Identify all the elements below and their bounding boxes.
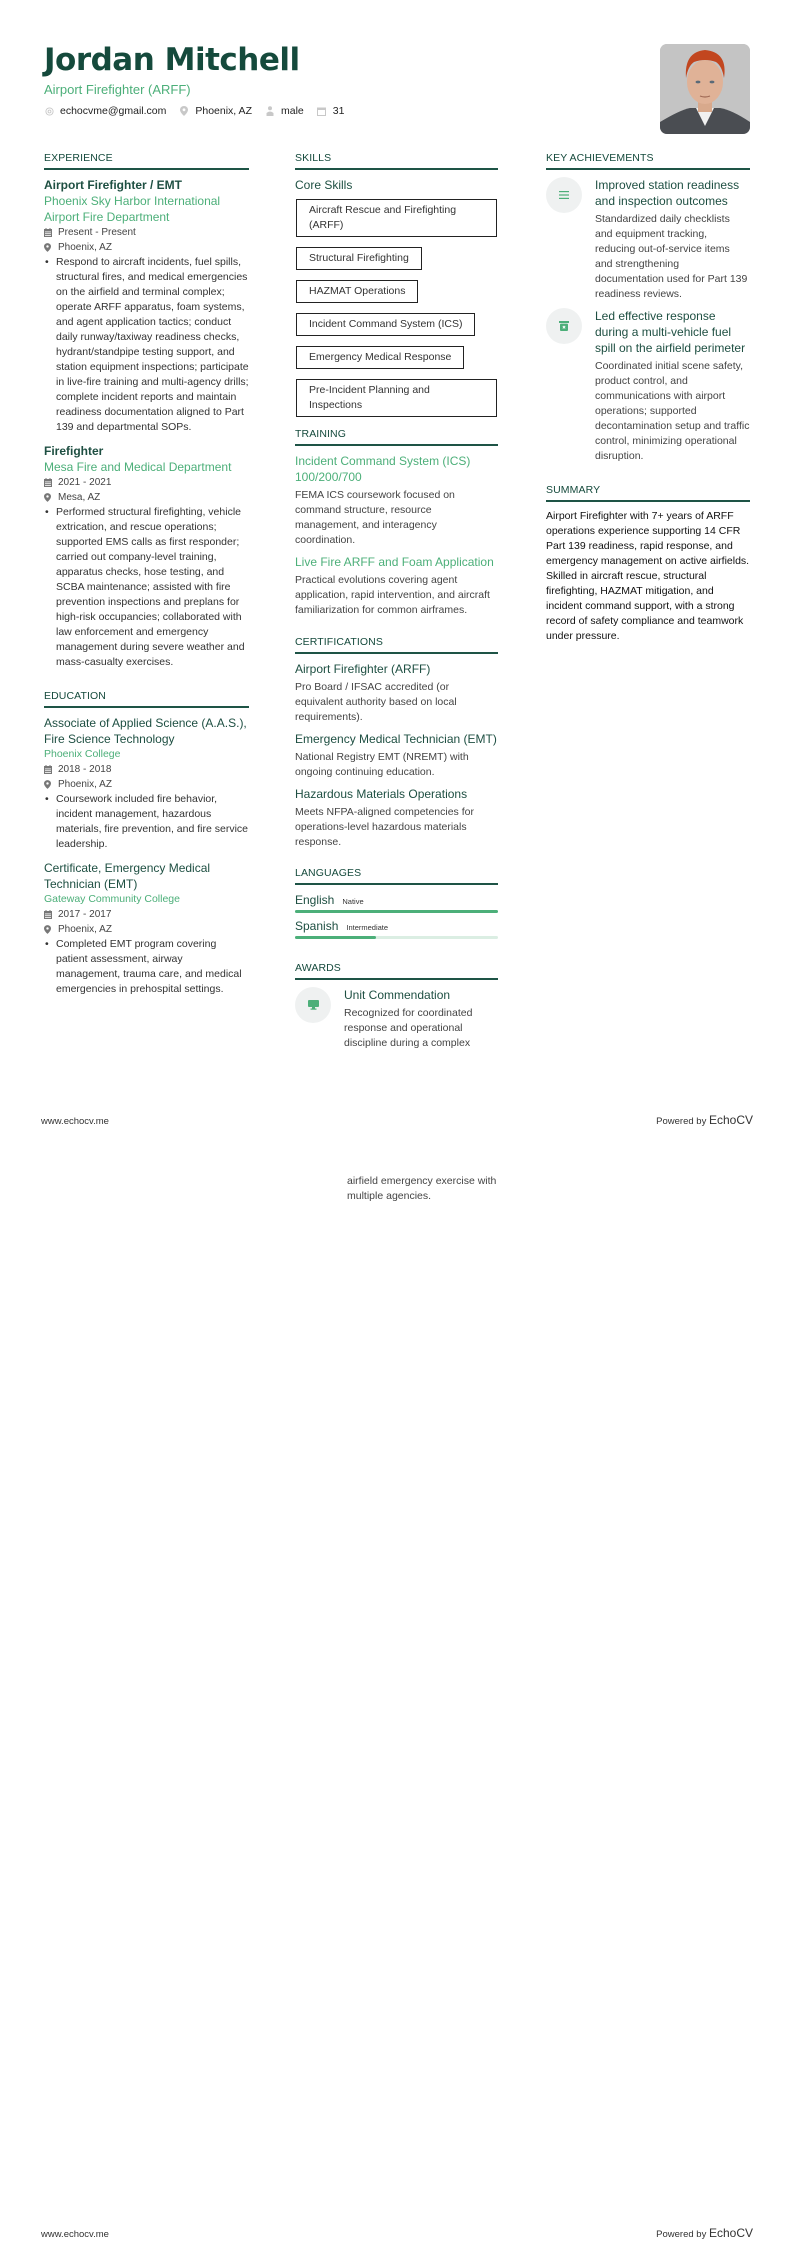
footer-powered-by — [656, 1113, 753, 1127]
bullet-dot: • — [45, 938, 49, 950]
monitor-icon — [295, 987, 331, 1023]
certification-item — [295, 661, 498, 725]
achievement-title: Led effective response during a multi-vehicle fuel spill on the airfield perimeter — [595, 309, 746, 355]
skill-tag: Pre-Incident Planning and Inspections — [296, 379, 497, 417]
footer-website-link[interactable]: www.echocv.me — [41, 1116, 109, 1127]
job-bullet — [44, 255, 249, 435]
language-proficiency-fill — [295, 910, 498, 913]
education-degree: Certificate, Emergency Medical Technician (EMT) — [44, 861, 211, 891]
job-dates — [44, 225, 249, 240]
calendar-icon — [44, 478, 53, 488]
section-title-education: EDUCATION — [44, 690, 249, 708]
certification-item — [295, 731, 498, 780]
section-title-skills: SKILLS — [295, 152, 498, 170]
bin-icon — [546, 308, 582, 344]
education-bullet-text: Coursework included fire behavior, incident management, hazardous materials, fire prevention, and fire service leadership. — [56, 793, 248, 850]
job-role: Airport Firefighter / EMT — [44, 178, 182, 192]
language-proficiency-bar — [295, 936, 498, 939]
job-location-text: Phoenix, AZ — [58, 242, 112, 253]
contact-location — [179, 105, 252, 117]
candidate-title: Airport Firefighter (ARFF) — [44, 82, 191, 97]
contact-age — [317, 105, 345, 117]
page-footer — [41, 1113, 753, 1127]
contact-location-text: Phoenix, AZ — [195, 105, 252, 117]
education-location — [44, 922, 249, 937]
job-location — [44, 240, 249, 255]
location-pin-icon — [44, 925, 53, 935]
left-column — [44, 152, 249, 1005]
summary-text: Airport Firefighter with 7+ years of ARFF operations experience supporting 14 CFR Part 139 readiness, rapid response, and emergency management on active airfields. Skilled in aircraft rescue, structural firefighting, HAZMAT mitigation, and incident command support, with a strong record of safety compliance and teamwork under pressure. — [546, 510, 750, 642]
education-location — [44, 777, 249, 792]
experience-item — [44, 177, 249, 435]
section-title-summary: SUMMARY — [546, 484, 750, 502]
brand-name: EchoCV — [708, 1113, 753, 1127]
award-desc: Recognized for coordinated response and operational discipline during a complex — [344, 1007, 473, 1049]
job-dates — [44, 475, 249, 490]
location-pin-icon — [179, 106, 189, 116]
education-bullet — [44, 937, 249, 997]
education-location-text: Phoenix, AZ — [58, 779, 112, 790]
job-location-text: Mesa, AZ — [58, 492, 101, 503]
skill-tag: Incident Command System (ICS) — [296, 313, 475, 336]
powered-by-prefix: Powered by — [656, 1116, 707, 1127]
education-dates — [44, 907, 249, 922]
achievement-item — [546, 308, 750, 464]
job-location — [44, 490, 249, 505]
certification-name: Emergency Medical Technician (EMT) — [295, 732, 497, 746]
contact-age-text: 31 — [332, 105, 345, 117]
education-location-text: Phoenix, AZ — [58, 924, 112, 935]
calendar-icon — [44, 765, 53, 775]
resume-header — [44, 42, 744, 117]
language-proficiency-bar — [295, 910, 498, 913]
education-bullet-text: Completed EMT program covering patient assessment, airway management, trauma care, and medical emergencies in prehospital settings. — [56, 938, 242, 995]
education-degree: Associate of Applied Science (A.A.S.), Fire Science Technology — [44, 716, 247, 746]
section-title-languages: LANGUAGES — [295, 867, 498, 885]
language-proficiency-fill — [295, 936, 376, 939]
language-name: Spanish — [295, 919, 339, 933]
certification-name: Hazardous Materials Operations — [295, 787, 468, 801]
job-bullet-text: Respond to aircraft incidents, fuel spills, structural fires, and medical emergencies on the airfield and terminal complex; operate ARFF apparatus, foam systems, and agent application tactics; conduct daily runway/taxiway readiness checks, hydrant/standpipe testing support, and station equipment inspections; participate in live-fire training and multi-agency drills; complete incident reports and maintain readiness documentation aligned to Part 139 and departmental SOPs. — [56, 256, 249, 433]
candidate-name: Jordan Mitchell — [44, 42, 300, 78]
skills-list — [295, 196, 498, 424]
language-name: English — [295, 893, 335, 907]
skill-tag: Structural Firefighting — [296, 247, 422, 270]
award-desc-continued: airfield emergency exercise with multiple agencies. — [347, 1175, 497, 1202]
bullet-dot: • — [45, 506, 49, 518]
right-column — [546, 152, 750, 644]
job-dates-text: 2021 - 2021 — [58, 477, 112, 488]
language-item — [295, 918, 498, 939]
education-bullet — [44, 792, 249, 852]
location-pin-icon — [44, 493, 53, 503]
certification-desc: Meets NFPA-aligned competencies for operations-level hazardous materials response. — [295, 806, 474, 848]
middle-column — [295, 152, 498, 1057]
training-item — [295, 554, 498, 618]
skill-tag: Aircraft Rescue and Firefighting (ARFF) — [296, 199, 497, 237]
achievement-item — [546, 177, 750, 302]
award-name: Unit Commendation — [344, 988, 451, 1002]
calendar-icon — [317, 106, 327, 116]
education-dates-text: 2018 - 2018 — [58, 764, 112, 775]
location-pin-icon — [44, 243, 53, 253]
brand-name: EchoCV — [708, 2226, 753, 2240]
location-pin-icon — [44, 780, 53, 790]
skills-group-title: Core Skills — [295, 178, 353, 192]
skill-tag: HAZMAT Operations — [296, 280, 418, 303]
powered-by-prefix: Powered by — [656, 2229, 707, 2240]
calendar-icon — [44, 910, 53, 920]
section-title-training: TRAINING — [295, 428, 498, 446]
certification-name: Airport Firefighter (ARFF) — [295, 662, 431, 676]
education-dates-text: 2017 - 2017 — [58, 909, 112, 920]
contact-gender-text: male — [280, 105, 304, 117]
training-name: Live Fire ARFF and Foam Application — [295, 555, 494, 569]
training-desc: FEMA ICS coursework focused on command structure, resource management, and interagency coordination. — [295, 489, 455, 546]
certification-item — [295, 786, 498, 850]
bullet-dot: • — [45, 793, 49, 805]
certification-desc: Pro Board / IFSAC accredited (or equivalent authority based on local requirements). — [295, 681, 457, 723]
contact-gender — [265, 105, 304, 117]
experience-item — [44, 443, 249, 670]
person-icon — [265, 106, 275, 116]
profile-photo — [660, 44, 750, 134]
contact-email[interactable] — [44, 105, 166, 117]
language-level: Native — [342, 897, 364, 906]
training-item — [295, 453, 498, 548]
bullet-dot: • — [45, 256, 49, 268]
job-bullet-text: Performed structural firefighting, vehicle extrication, and rescue operations; supported EMS calls as first responder; carried out company-level training, apparatus checks, hose testing, and SCBA maintenance; assisted with fire prevention inspections and preplans for high-risk occupancies; collaborated with law enforcement and emergency management during severe weather and mass-casualty exercises. — [56, 506, 245, 668]
training-desc: Practical evolutions covering agent application, rapid intervention, and aircraft familiarization for common airframes. — [295, 574, 490, 616]
achievement-desc: Coordinated initial scene safety, product control, and communications with airport operations; supported decontamination setup and traffic control, minimizing operational disruption. — [595, 360, 750, 462]
education-item — [44, 860, 249, 997]
education-dates — [44, 762, 249, 777]
section-title-certifications: CERTIFICATIONS — [295, 636, 498, 654]
contact-email-text: echocvme@gmail.com — [60, 105, 167, 117]
achievement-desc: Standardized daily checklists and equipment tracking, reducing out-of-service items and strengthening documentation used for Part 139 readiness reviews. — [595, 213, 748, 300]
contact-row — [44, 105, 744, 117]
job-bullet — [44, 505, 249, 670]
job-dates-text: Present - Present — [58, 227, 136, 238]
education-school: Gateway Community College — [44, 893, 180, 905]
language-level: Intermediate — [346, 923, 389, 932]
page-footer — [41, 2226, 753, 2240]
education-school: Phoenix College — [44, 748, 121, 760]
job-role: Firefighter — [44, 444, 104, 458]
job-company: Phoenix Sky Harbor International Airport Fire Department — [44, 194, 221, 224]
certification-desc: National Registry EMT (NREMT) with ongoing continuing education. — [295, 751, 469, 778]
job-company: Mesa Fire and Medical Department — [44, 460, 232, 474]
footer-powered-by — [656, 2226, 753, 2240]
language-item — [295, 892, 498, 913]
training-name: Incident Command System (ICS) 100/200/700 — [295, 454, 471, 484]
education-item — [44, 715, 249, 852]
section-title-experience: EXPERIENCE — [44, 152, 249, 170]
footer-website-link[interactable]: www.echocv.me — [41, 2229, 109, 2240]
calendar-icon — [44, 228, 53, 238]
at-icon — [44, 106, 54, 116]
section-title-awards: AWARDS — [295, 962, 498, 980]
award-item — [295, 987, 498, 1051]
achievement-title: Improved station readiness and inspection outcomes — [595, 178, 740, 208]
skill-tag: Emergency Medical Response — [296, 346, 464, 369]
list-icon — [546, 177, 582, 213]
section-title-key-achievements: KEY ACHIEVEMENTS — [546, 152, 750, 170]
